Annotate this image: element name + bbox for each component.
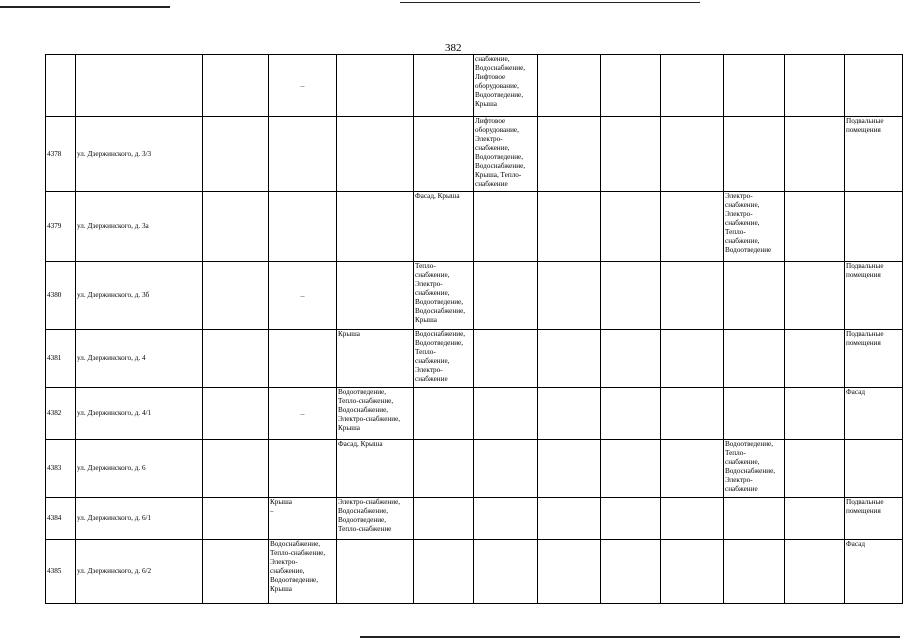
work-type-cell: [661, 117, 724, 192]
work-type-cell: [269, 55, 337, 117]
work-type-cell: [337, 540, 414, 604]
work-type-cell: [845, 192, 903, 262]
work-type-text: –: [300, 409, 305, 418]
row-number-cell: [46, 262, 76, 330]
work-type-text: Крыша: [338, 330, 360, 338]
address-text: ул. Дзержинского, д. 3а: [77, 222, 149, 230]
work-type-text: Водоснабжение, Тепло-снабжение, Электро- снабжение, Водоотведение, Крыша: [270, 540, 326, 593]
row-number: 4378: [47, 149, 62, 158]
work-type-cell: [203, 498, 269, 540]
address-cell: [76, 388, 203, 440]
repair-schedule-table: [45, 54, 903, 604]
work-type-text: –: [300, 81, 305, 90]
work-type-cell: [538, 498, 601, 540]
work-type-cell: [414, 330, 474, 388]
work-type-cell: [203, 330, 269, 388]
work-type-text: Электро-снабжение, Водоснабжение, Водоотведение, Тепло-снабжение: [338, 498, 401, 533]
scan-artifact-top-right: [400, 2, 700, 3]
work-type-text: Электро- снабжение, Электро- снабжение, Тепло- снабжение, Водоотведение: [725, 192, 772, 254]
work-type-cell: [845, 330, 903, 388]
work-type-cell: [337, 117, 414, 192]
work-type-cell: [661, 192, 724, 262]
work-type-text: Водоотведение, Тепло-снабжение, Водоснабжение, Электро-снабжение, Крыша: [338, 388, 401, 432]
work-type-cell: [601, 55, 661, 117]
work-type-cell: [474, 262, 538, 330]
work-type-cell: [337, 262, 414, 330]
work-type-cell: [845, 117, 903, 192]
work-type-text: Подвальные помещения: [846, 498, 884, 515]
work-type-cell: [661, 388, 724, 440]
work-type-cell: [269, 262, 337, 330]
work-type-text: Подвальные помещения: [846, 262, 884, 279]
work-type-cell: [414, 498, 474, 540]
scan-artifact-top: [0, 6, 170, 8]
work-type-cell: [414, 262, 474, 330]
work-type-cell: [269, 498, 337, 540]
row-number: 4382: [47, 409, 62, 417]
work-type-cell: [661, 262, 724, 330]
work-type-cell: [601, 330, 661, 388]
work-type-cell: [203, 55, 269, 117]
row-number: 4380: [47, 291, 62, 299]
row-number-cell: [46, 540, 76, 604]
work-type-cell: [474, 440, 538, 498]
work-type-cell: [538, 388, 601, 440]
work-type-cell: [601, 117, 661, 192]
work-type-text: Фасад: [846, 388, 865, 396]
work-type-cell: [538, 262, 601, 330]
address-cell: [76, 192, 203, 262]
work-type-cell: [474, 388, 538, 440]
address-cell: [76, 498, 203, 540]
work-type-text: Подвальные помещения: [846, 330, 884, 347]
work-type-cell: [724, 262, 785, 330]
work-type-text: Подвальные помещения: [846, 117, 884, 134]
scan-artifact-bottom: [360, 636, 900, 638]
work-type-cell: [845, 440, 903, 498]
table-row: [46, 55, 903, 117]
row-number-cell: [46, 192, 76, 262]
work-type-cell: [538, 440, 601, 498]
row-number-cell: [46, 388, 76, 440]
work-type-cell: [414, 440, 474, 498]
work-type-text: Фасад, Крыша: [415, 192, 460, 200]
work-type-text: Лифтовое оборудование, Электро- снабжение, Водоотведение, Водоснабжение, Крыша, Тепло- снабжение: [475, 117, 526, 188]
table-row: [46, 262, 903, 330]
row-number-cell: [46, 498, 76, 540]
work-type-cell: [601, 498, 661, 540]
table-row: [46, 117, 903, 192]
address-cell: [76, 440, 203, 498]
work-type-cell: [724, 440, 785, 498]
work-type-cell: [538, 55, 601, 117]
work-type-cell: [414, 192, 474, 262]
work-type-cell: [601, 262, 661, 330]
table-row: [46, 540, 903, 604]
work-type-cell: [724, 117, 785, 192]
work-type-cell: [661, 330, 724, 388]
work-type-cell: [203, 117, 269, 192]
row-number-cell: [46, 117, 76, 192]
address-text: ул. Дзержинского, д. 6: [77, 464, 146, 472]
address-text: ул. Дзержинского, д. 4/1: [77, 409, 152, 417]
work-type-cell: [203, 388, 269, 440]
work-type-cell: [785, 117, 845, 192]
work-type-cell: [474, 330, 538, 388]
work-type-cell: [661, 55, 724, 117]
work-type-cell: [845, 388, 903, 440]
work-type-cell: [724, 192, 785, 262]
work-type-cell: [724, 498, 785, 540]
row-number: 4385: [47, 567, 62, 575]
table-row: [46, 330, 903, 388]
work-type-text: Фасад: [846, 540, 865, 548]
work-type-cell: [337, 330, 414, 388]
work-type-cell: [724, 388, 785, 440]
work-type-cell: [724, 540, 785, 604]
work-type-cell: [414, 117, 474, 192]
address-text: ул. Дзержинского, д. 3/3: [77, 149, 152, 158]
work-type-cell: [414, 388, 474, 440]
work-type-cell: [474, 498, 538, 540]
table-row: [46, 440, 903, 498]
work-type-cell: [601, 192, 661, 262]
work-type-cell: [785, 440, 845, 498]
work-type-cell: [337, 55, 414, 117]
work-type-cell: [661, 440, 724, 498]
work-type-cell: [414, 55, 474, 117]
work-type-cell: [845, 262, 903, 330]
work-type-cell: [474, 540, 538, 604]
address-cell: [76, 262, 203, 330]
work-type-cell: [845, 55, 903, 117]
row-number: 4381: [47, 354, 62, 362]
work-type-cell: [661, 498, 724, 540]
address-cell: [76, 117, 203, 192]
work-type-cell: [474, 117, 538, 192]
work-type-cell: [845, 498, 903, 540]
address-cell: [76, 55, 203, 117]
work-type-cell: [724, 55, 785, 117]
work-type-cell: [269, 440, 337, 498]
row-number: 4379: [47, 222, 62, 230]
address-text: ул. Дзержинского, д. 3б: [77, 291, 150, 299]
address-text: ул. Дзержинского, д. 6/2: [77, 567, 152, 575]
work-type-cell: [269, 330, 337, 388]
work-type-cell: [414, 540, 474, 604]
table-row: [46, 192, 903, 262]
work-type-cell: [474, 55, 538, 117]
work-type-cell: [269, 192, 337, 262]
work-type-cell: [785, 498, 845, 540]
work-type-cell: [845, 540, 903, 604]
work-type-cell: [538, 192, 601, 262]
row-number-cell: [46, 440, 76, 498]
address-cell: [76, 540, 203, 604]
work-type-text: Водоотведение, Тепло- снабжение, Водоснабжение, Электро- снабжение: [725, 440, 776, 493]
work-type-text: Фасад, Крыша: [338, 440, 383, 448]
table-row: [46, 388, 903, 440]
page-number: 382: [445, 42, 462, 54]
work-type-cell: [538, 540, 601, 604]
work-type-cell: [601, 540, 661, 604]
work-type-cell: [601, 440, 661, 498]
work-type-cell: [601, 388, 661, 440]
address-cell: [76, 330, 203, 388]
work-type-cell: [474, 192, 538, 262]
work-type-cell: [203, 540, 269, 604]
work-type-text: Тепло- снабжение, Электро- снабжение, Водоотведение, Водоснабжение, Крыша: [415, 262, 466, 324]
work-type-cell: [785, 388, 845, 440]
row-number-cell: [46, 55, 76, 117]
work-type-cell: [785, 262, 845, 330]
work-type-text: снабжение, Водоснабжение, Лифтовое оборудование, Водоотведение, Крыша: [475, 55, 526, 108]
work-type-text: Крыша –: [270, 498, 292, 515]
table-row: [46, 498, 903, 540]
work-type-cell: [785, 540, 845, 604]
row-number-cell: [46, 330, 76, 388]
work-type-cell: [337, 440, 414, 498]
work-type-cell: [785, 330, 845, 388]
work-type-cell: [203, 440, 269, 498]
work-type-cell: [785, 192, 845, 262]
work-type-cell: [269, 388, 337, 440]
work-type-cell: [337, 388, 414, 440]
work-type-cell: [785, 55, 845, 117]
address-text: ул. Дзержинского, д. 6/1: [77, 514, 152, 522]
work-type-text: Водоснабжение, Водоотведение, Тепло- снабжение, Электро- снабжение: [415, 330, 466, 383]
work-type-cell: [538, 117, 601, 192]
address-text: ул. Дзержинского, д. 4: [77, 354, 146, 362]
work-type-cell: [203, 262, 269, 330]
work-type-cell: [269, 117, 337, 192]
work-type-text: –: [300, 291, 305, 300]
row-number: 4384: [47, 514, 62, 522]
work-type-cell: [337, 192, 414, 262]
row-number: 4383: [47, 464, 62, 472]
work-type-cell: [661, 540, 724, 604]
work-type-cell: [538, 330, 601, 388]
work-type-cell: [724, 330, 785, 388]
work-type-cell: [269, 540, 337, 604]
work-type-cell: [203, 192, 269, 262]
work-type-cell: [337, 498, 414, 540]
